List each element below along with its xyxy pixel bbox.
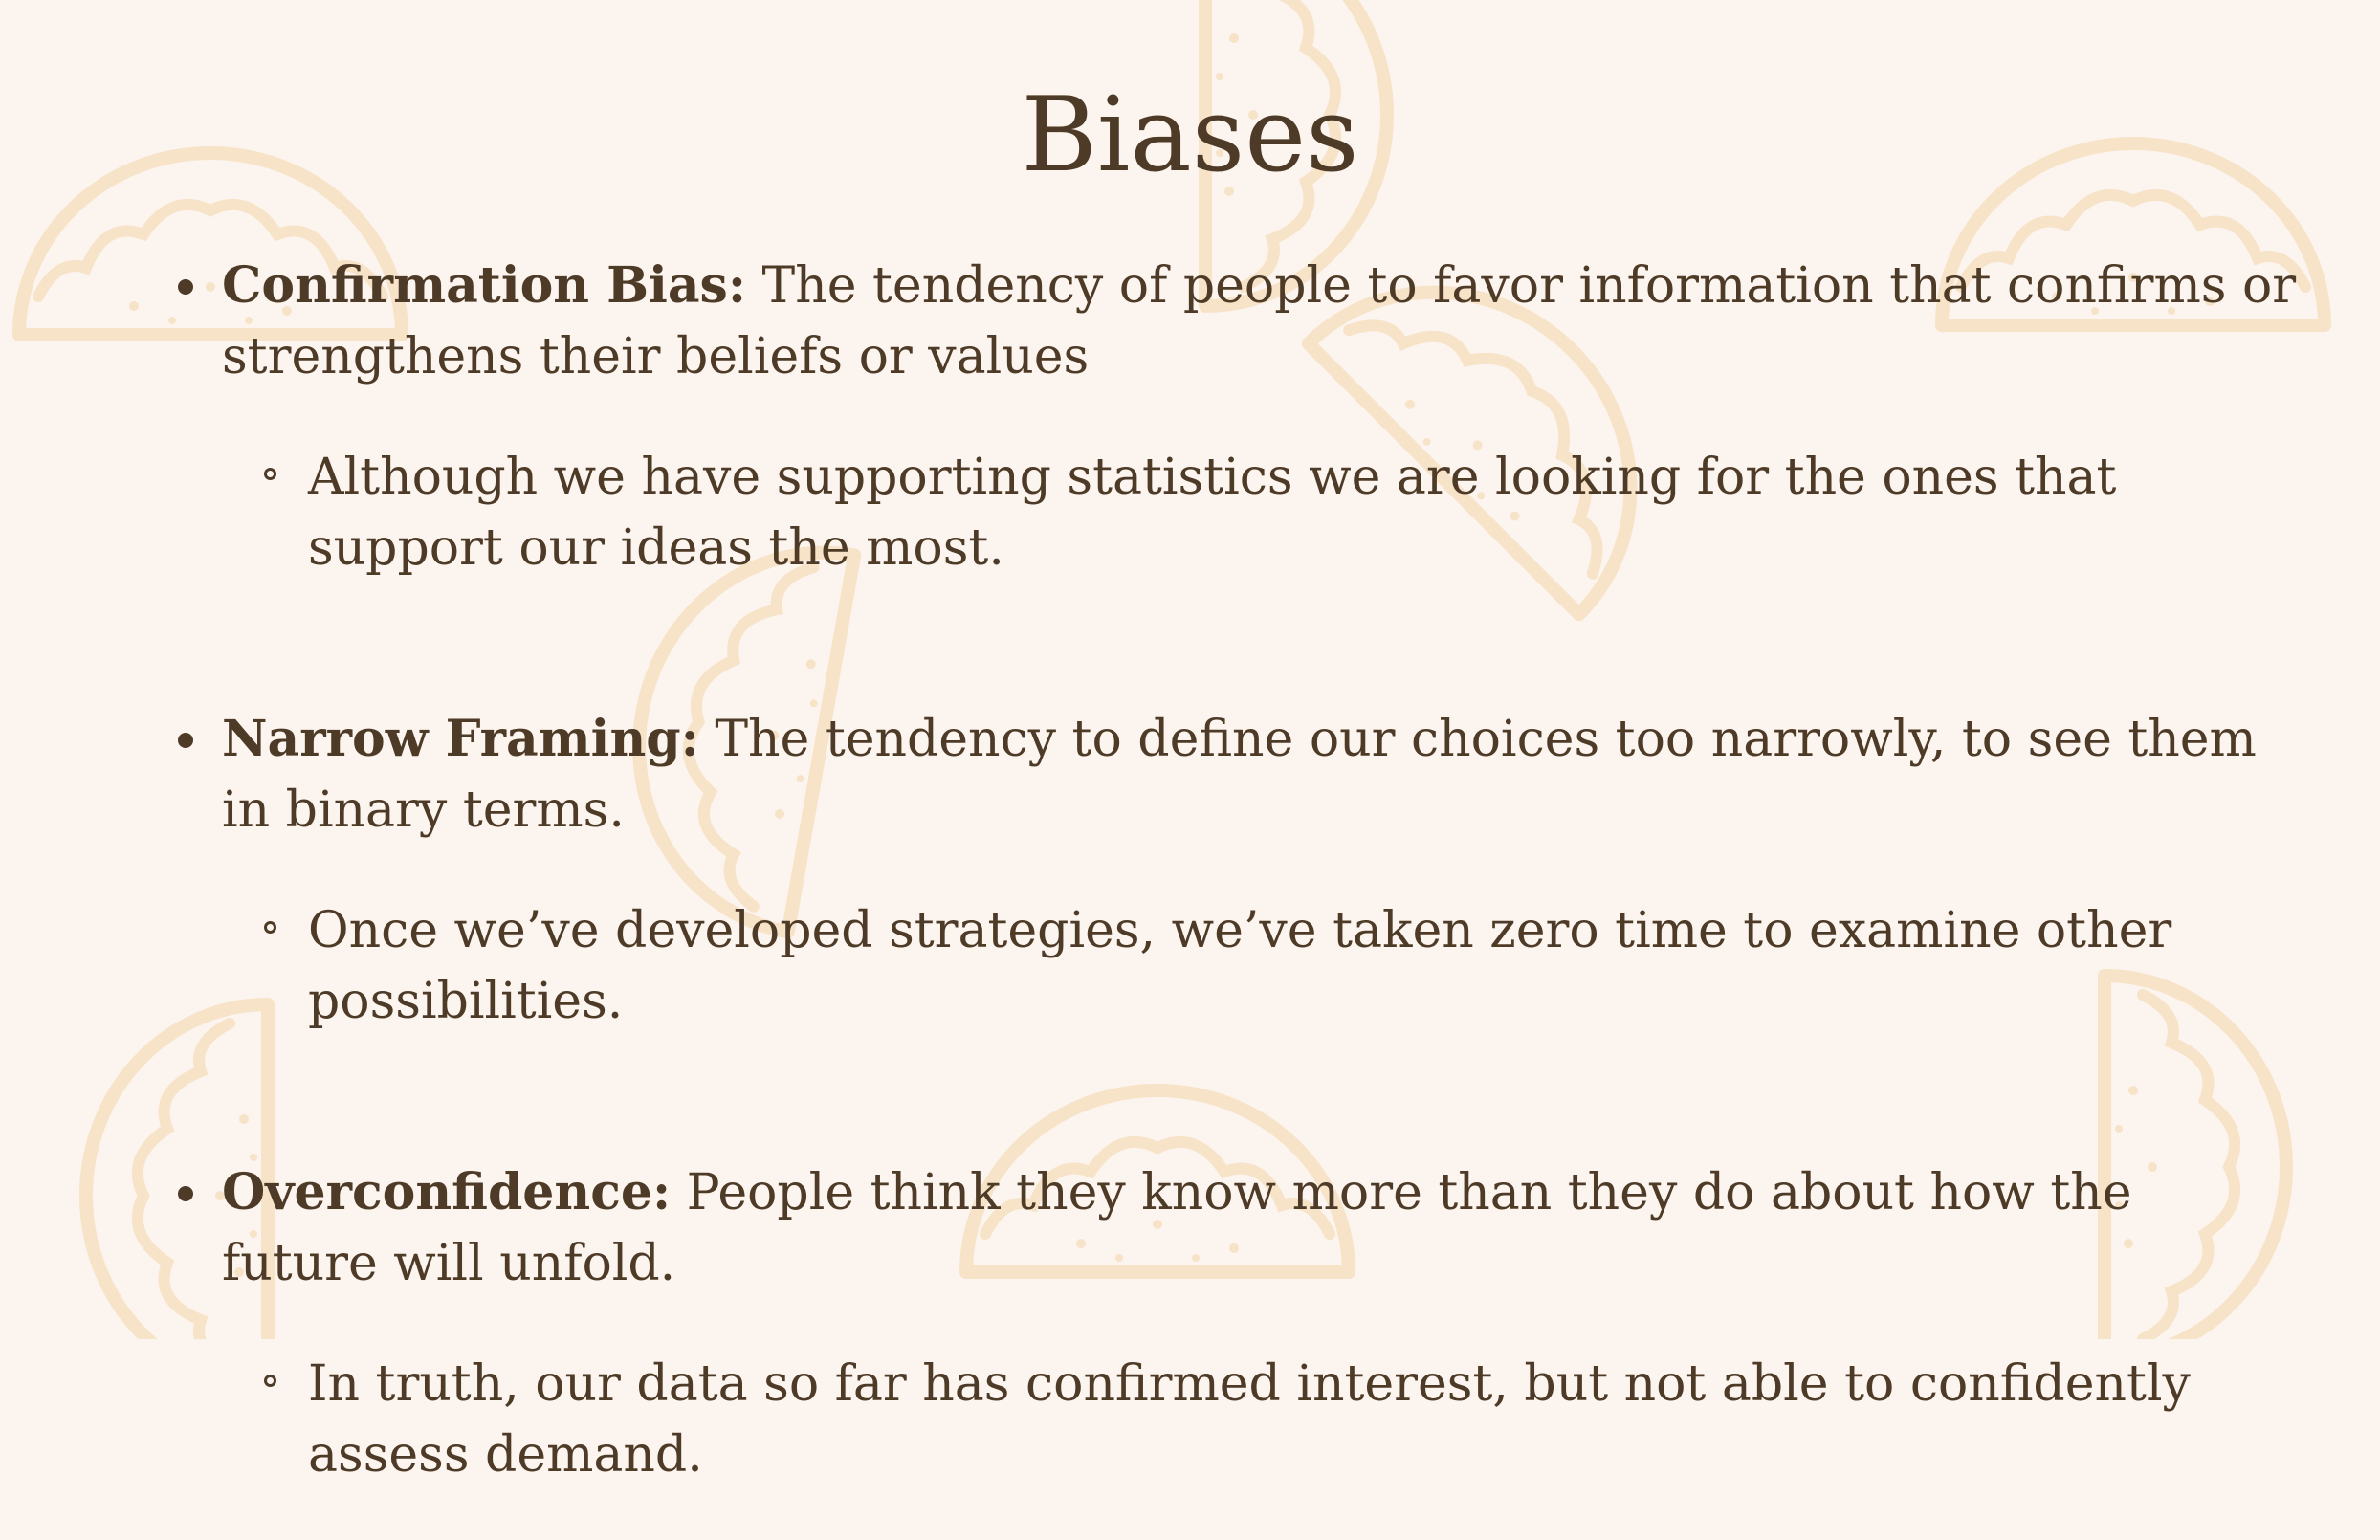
bullet-list (222, 251, 2298, 1540)
bullet-dot-icon (178, 279, 193, 295)
sub-bullet-text: Once we’ve developed strategies, we’ve taken zero time to examine other possibilities. (308, 902, 2172, 1030)
bullet-item-confirmation-bias (222, 251, 2298, 392)
sub-bullet-item (308, 1349, 2298, 1490)
hollow-bullet-icon (264, 1375, 276, 1387)
bullet-term: Overconfidence: (222, 1163, 672, 1221)
sub-bullet-item (308, 442, 2298, 583)
bullet-text: The tendency of people to favor information that confirms or strengthens their beliefs or values (222, 257, 2297, 385)
bullet-item-overconfidence (222, 1157, 2298, 1299)
sub-bullet-item (308, 895, 2298, 1037)
bullet-item-narrow-framing (222, 704, 2298, 846)
bullet-dot-icon (178, 733, 193, 748)
bullet-text: People think they know more than they do about how the future will unfold. (222, 1164, 2132, 1292)
hollow-bullet-icon (264, 468, 276, 480)
bullet-text: The tendency to define our choices too narrowly, to see them in binary terms. (222, 711, 2257, 839)
bullet-dot-icon (178, 1186, 193, 1201)
sub-bullet-text: In truth, our data so far has confirmed interest, but not able to confidently assess demand. (308, 1355, 2191, 1484)
slide-title: Biases (1021, 76, 1359, 195)
hollow-bullet-icon (264, 921, 276, 934)
bullet-term: Confirmation Bias: (222, 256, 747, 315)
sub-bullet-text: Although we have supporting statistics we are looking for the ones that support our ideas the most. (308, 449, 2117, 577)
bullet-term: Narrow Framing: (222, 710, 699, 768)
